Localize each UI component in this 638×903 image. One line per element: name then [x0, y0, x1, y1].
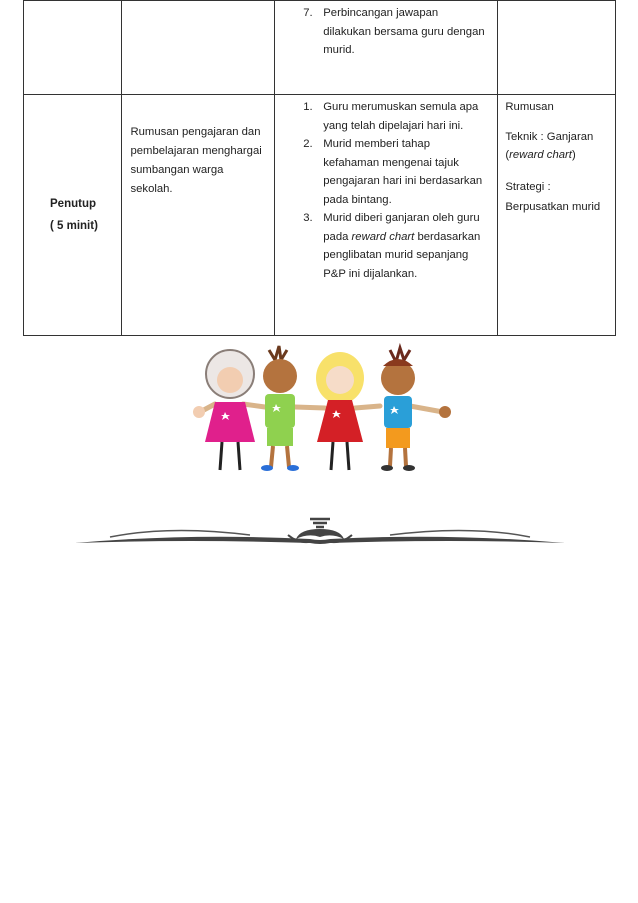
children-illustration — [185, 342, 455, 477]
list-number: 1. — [303, 101, 313, 113]
remarks-line: Strategi : — [505, 181, 551, 193]
list-text: berdasarkan penglibatan murid sepanjang P&P ini dijalankan. — [323, 230, 481, 280]
stage-cell — [24, 1, 122, 95]
content-cell — [122, 1, 275, 95]
list-item — [303, 4, 487, 60]
ornamental-divider — [70, 515, 570, 555]
list-text: Murid memberi tahap kefahaman mengenai tajuk pengajaran hari ini berdasarkan pada bintang. — [323, 138, 483, 206]
list-item — [303, 209, 487, 283]
child-red-dress — [316, 352, 364, 470]
stage-cell — [24, 95, 122, 336]
table-row — [24, 1, 616, 95]
list-number: 7. — [303, 7, 313, 19]
stage-title: Penutup — [50, 198, 96, 210]
activities-cell — [275, 1, 498, 95]
content-text: Rumusan pengajaran dan pembelajaran menghargai sumbangan warga sekolah. — [130, 126, 262, 195]
remarks-cell — [498, 95, 616, 336]
remarks-line: Berpusatkan murid — [505, 201, 601, 213]
content-cell — [122, 95, 275, 336]
list-number: 2. — [303, 138, 313, 150]
child-pink-dress — [193, 350, 255, 470]
list-item — [303, 98, 487, 135]
remarks-line: Teknik : Ganjaran (reward chart) — [505, 131, 594, 161]
remarks-line: Rumusan — [505, 101, 554, 113]
list-text-emphasis: reward chart — [351, 230, 415, 243]
list-text: Guru merumuskan semula apa yang telah dipelajari hari ini. — [323, 101, 479, 132]
remarks-cell — [498, 1, 616, 95]
child-green-shirt — [261, 346, 299, 471]
table-row — [24, 95, 616, 336]
list-text: Perbincangan jawapan dilakukan bersama guru dengan murid. — [323, 7, 485, 56]
lesson-plan-table — [23, 0, 616, 336]
list-number: 3. — [303, 212, 313, 224]
list-item — [303, 135, 487, 209]
stage-duration: ( 5 minit) — [50, 220, 98, 232]
list-text: Murid diberi ganjaran oleh guru pada — [323, 212, 480, 243]
activities-cell — [275, 95, 498, 336]
